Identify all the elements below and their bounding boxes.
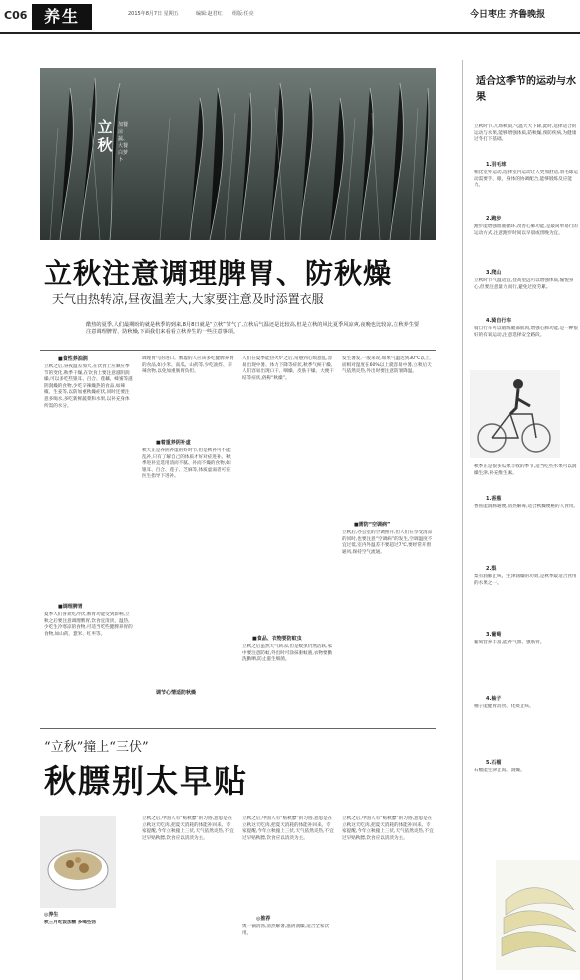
col1b-text: 夏季人们喜欢吃冷饮,脾胃功能受到影响,立秋之后要注意调理脾胃,饮食宜清淡、温热,少吃生冷寒凉的食物,可适当吃些健脾养胃的食物,如山药、薏米、红枣等。 [44,612,133,637]
feature-col1: 立秋之后,中国人有“贴秋膘”的习俗,意思是在立秋这天吃肉,把夏天消耗的体能补回来。专家提醒,今年立秋撞上三伏,天气依然炎热,不宜过早贴秋膘,饮食应以清淡为主。 [142,816,234,841]
column-separator [462,60,463,980]
col4b-text: 立秋后,办公室的空调照开,但人们在享受清凉的同时,也要注意“空调病”的发生,空调温度不宜过低,室内外温差不要超过7℃,要经常开窗通风,保持空气流通。 [342,530,433,555]
tip-text: 煲一锅清汤,清热解暑,滋阴润燥,适合全家饮用。 [242,924,330,936]
newspaper-name: 今日枣庄 齐鲁晚报 [470,10,546,20]
main-subheadline: 天气由热转凉,昼夜温差大,大家要注意及时添置衣服 [52,292,324,306]
col2b-text: 秋天正是养阴补虚的好时节,但是秋补可不能乱补,只有了解自己的体质才好对症进补。秋季进补宜选用清而不腻、补而不燥的食物,如银耳、百合、莲子、芝麻等,体质虚弱者可在医生指导下进补。 [142,448,231,480]
sport-4-heading: 4.骑自行车 [486,318,512,324]
sport-2-text: 跑步能增强血液循环,改善心肺功能,是最简单易行的运动方式,注意跑步时间以早晨或傍晚为宜。 [474,224,578,236]
intro-paragraph: 酷热的夏季,人们最期盼的就是秋季的到来,8月8日就是“立秋”节气了,立秋后气温还是比较高,但是立秋的风比夏季风凉爽,夜晚也比较凉,立秋养生要注意调理脾胃、防秋燥,下面我们来看看立秋养生的一些注意事项。 [86,322,420,335]
section-rule [40,350,436,351]
issue-date [128,10,179,17]
grass-photo [40,68,436,240]
caption-heading: ◎养生 [44,912,59,918]
col1-text: 立秋之后,昼夜温差加大,在饮食上应顺应季节的变化,秋季干燥,在饮食上要注意滋阴润燥,可以多吃些银耳、百合、莲藕、蜂蜜等滋阴润燥的食物,少吃辛辣燥热的食品,如辣椒、生姜等,以防加重秋燥症状,同时还要注意多喝水,多吃新鲜蔬菜和水果,以补充身体所需的水分。 [44,364,133,409]
sport-4-text: 骑自行车可以锻炼腿部肌肉,增强心肺功能,是一种很好的有氧运动,注意选择安全路段。 [474,326,578,338]
feature-col3: 立秋之后,中国人有“贴秋膘”的习俗,意思是在立秋这天吃肉,把夏天消耗的体能补回来。专家提醒,今年立秋撞上三伏,天气依然炎热,不宜过早贴秋膘,饮食应以清淡为主。 [342,816,434,841]
sidebar-title: 适合这季节的运动与水果 [476,76,576,103]
sport-3-heading: 3.爬山 [486,270,502,276]
col4-heading: ■需防“空调病” [354,522,391,528]
col2-text: 调理胃气的进口。脾虚的人应该多吃健脾养胃的食品,如小米、南瓜、山药等,少吃油炸、辛辣食物,以免加重肠胃负担。 [142,356,234,375]
col1b-heading: ■调理脾胃 [58,604,83,610]
fruit-intro: 秋季正是很多瓜果丰收的季节,适当吃些水果可以润燥生津,补充维生素。 [474,464,577,476]
fruit-5-text: 石榴能生津止渴、润燥。 [474,768,525,773]
editor-credit: 编辑:赵君红 [196,11,223,17]
col1-heading: ■食性养油润 [58,356,88,362]
fruit-4-heading: 4.柚子 [486,696,502,702]
sport-3-text: 立秋时节气温适宜,登高望远可以增强体质,愉悦身心,但要注意量力而行,避免过度劳累。 [474,278,574,290]
col2-footer-heading: 调节心情适防秋燥 [156,690,197,696]
section-label: 养生 [32,4,92,30]
col3-heading: ■食品、衣物要防蚊虫 [252,636,302,642]
feature-col2: 立秋之后,中国人有“贴秋膘”的习俗,意思是在立秋这天吃肉,把夏天消耗的体能补回来。专家提醒,今年立秋撞上三伏,天气依然炎热,不宜过早贴秋膘,饮食应以清淡为主。 [242,816,334,841]
date-text: 2015年8月7日 [128,11,163,17]
caption-text: 秋三月吃饭加糖 多喝些汤 [44,920,97,925]
sport-1-text: 相比室外运动,选择室内运动让人更加舒适,羽毛球运动需要手、眼、身体的协调配合,能够锻炼反应能力。 [474,170,578,189]
feature-rule [40,728,436,729]
tip-heading: ◎推荐 [256,916,271,922]
sport-1-heading: 1.羽毛球 [486,162,507,168]
fruit-2-text: 梨有润肺止咳、生津润燥的功效,是秋季最适合食用的水果之一。 [474,574,577,586]
main-headline: 立秋注意调理脾胃、防秋燥 [44,257,393,290]
photo-subtitle: 加餐凉蔬、大餐白萝卜 [118,122,129,163]
designer-credit: 组版:任亮 [232,11,254,17]
col3b-text: 立秋之后虽然天气转凉,但是蚊虫仍然活跃,家中要注意防蚊,外出时可涂抹驱蚊液,衣物要勤洗勤晒,防止滋生细菌。 [242,644,333,663]
header-rule [0,32,580,34]
col4-text: 发生暑发,一般来说,如果气温达到30℃以上,而相对湿度在60%以上就容易中暑,立秋后天气依然炎热,外出时要注意防暑降温。 [342,356,432,375]
banana-photo [496,860,580,970]
sidebar-intro: 立秋时节,几场秋雨,气温大大下降,此时,选择适合的运动与水果,能够增强体质,防秋燥,预防疾病,为健康过冬打下基础。 [474,124,577,143]
page-number: C06 [4,9,28,22]
col2-heading: ■着重养阴补虚 [156,440,191,446]
fruit-3-text: 葡萄营养丰富,能补气血、强筋骨。 [474,640,545,645]
photo-title: 立秋 [97,118,113,154]
sport-2-heading: 2.跑步 [486,216,502,222]
fruit-1-text: 香蕉能润肠通便,清热解毒,适合秋燥便秘的人食用。 [474,504,578,509]
feature-kicker: “立秋”撞上“三伏” [44,740,149,755]
cyclist-photo [470,370,560,458]
fruit-4-text: 柚子能健胃消食、化痰止咳。 [474,704,534,709]
fruit-5-heading: 5.石榴 [486,760,502,766]
soup-photo [40,816,116,908]
fruit-1-heading: 1.香蕉 [486,496,502,502]
fruit-3-heading: 3.葡萄 [486,632,502,638]
col3-text: 人们在夏季能热火炉之后,常感到心烦意乱,容易出现中暑、体力下降等症状,秋季气候干燥,人们容易出现口干、咽燥、皮肤干燥、大便干结等症状,俗称“秋燥”。 [242,356,334,381]
feature-title: 秋膘别太早贴 [44,762,249,800]
fruit-2-heading: 2.梨 [486,566,497,572]
weekday-text: 星期五 [163,11,179,17]
